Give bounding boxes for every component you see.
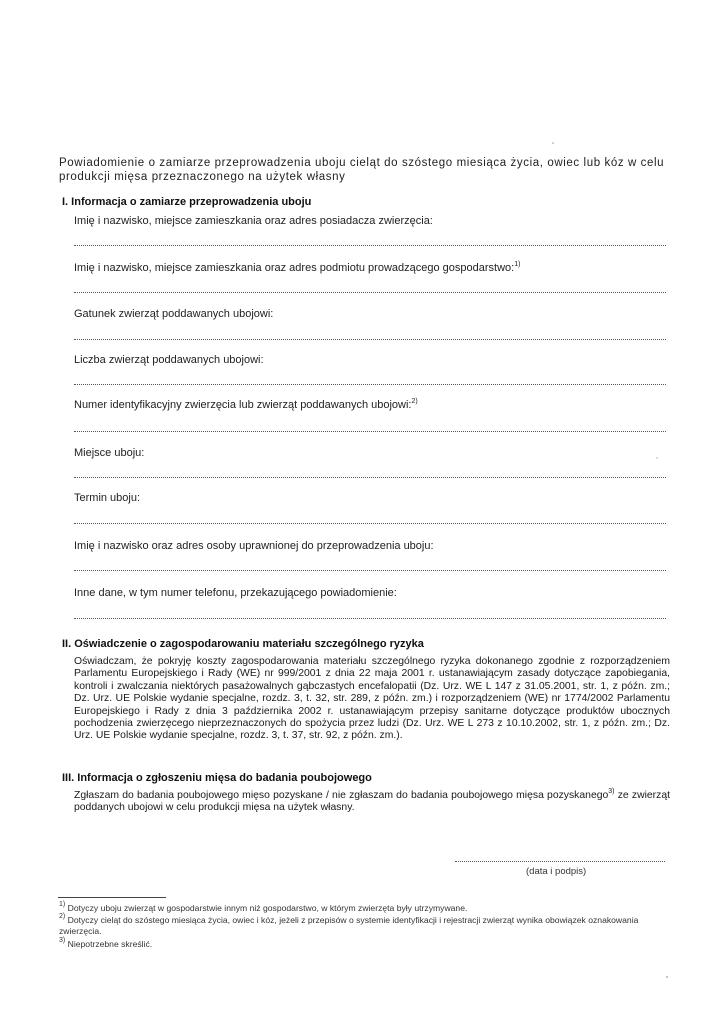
field-label-date (74, 492, 140, 504)
entry-line-other-data[interactable] (74, 618, 666, 619)
entry-line-farm-operator[interactable] (74, 292, 666, 293)
entry-line-owner[interactable] (74, 245, 666, 246)
section-2-heading: II. Oświadczenie o zagospodarowaniu materiału szczególnego ryzyka (62, 638, 424, 650)
field-label-text: Imię i nazwisko oraz adres osoby uprawnionej do przeprowadzenia uboju: (74, 540, 434, 552)
entry-line-id-number[interactable] (74, 431, 666, 432)
footnote-divider (58, 897, 166, 898)
entry-line-species[interactable] (74, 339, 666, 340)
field-label-text: Liczba zwierząt poddawanych ubojowi: (74, 354, 264, 366)
entry-line-slaughterer[interactable] (74, 570, 666, 571)
field-label-text: Gatunek zwierząt poddawanych ubojowi: (74, 308, 274, 320)
footnote-ref: 3) (608, 788, 615, 795)
section-3-statement (74, 790, 670, 815)
footnote-ref: 2) (411, 398, 418, 405)
field-label-text: Imię i nazwisko, miejsce zamieszkania oraz adres podmiotu prowadzącego gospodarstwo: (74, 262, 515, 274)
footnote-mark: 1) (59, 901, 66, 908)
field-label-species (74, 308, 273, 320)
field-label-farm-operator (74, 262, 520, 274)
section-2-statement: Oświadczam, że pokryję koszty zagospodarowania materiału szczególnego ryzyka dokonanego zgodnie z rozporządzeniem Parlamentu Europejskiego i Rady (WE) nr 999/2001 z dnia 22 maja 2001 r. ustanawiającym zasady dotyczące zapobiegania, kontroli i zwalczania niektórych pasażowalnych gąbczastych encefalopatii (Dz. Urz. WE L 147 z 31.05.2001, str. 1, z późn. zm.; Dz. Urz. UE Polskie wydanie specjalne, rozdz. 3, t. 32, str. 289, z późn. zm.) i rozporządzeniem (WE) nr 1774/2002 Parlamentu Europejskiego i Rady z dnia 3 października 2002 r. ustanawiającym przepisy sanitarne dotyczące produktów ubocznych pochodzenia zwierzęcego nieprzeznaczonych do spożycia przez ludzi (Dz. Urz. WE L 273 z 10.10.2002, str. 1, z późn. zm.; Dz. Urz. UE Polskie wydanie specjalne, rozdz. 3, t. 37, str. 92, z późn. zm.). (74, 656, 670, 742)
field-label-text: Imię i nazwisko, miejsce zamieszkania oraz adres posiadacza zwierzęcia: (74, 215, 433, 227)
footnote-1 (59, 903, 669, 914)
footnote-mark: 3) (59, 937, 66, 944)
signature-line[interactable] (455, 861, 665, 862)
entry-line-count[interactable] (74, 384, 666, 385)
entry-line-date[interactable] (74, 523, 666, 524)
field-label-text: Termin uboju: (74, 492, 141, 504)
field-label-id-number (74, 399, 418, 411)
field-label-place (74, 447, 144, 459)
section-3-text: ze zwierząt poddanych ubojowi w celu produkcji mięsa na użytek własny. (74, 790, 670, 814)
footnote-3 (59, 939, 669, 950)
footnote-text: Dotyczy uboju zwierząt w gospodarstwie innym niż gospodarstwo, w którym zwierzęta były utrzymywane. (67, 903, 468, 913)
footnote-mark: 2) (59, 913, 66, 920)
field-label-owner (74, 215, 433, 227)
field-label-text: Miejsce uboju: (74, 447, 145, 459)
entry-line-place[interactable] (74, 477, 666, 478)
section-1-heading: I. Informacja o zamiarze przeprowadzenia uboju (62, 196, 312, 208)
signature-caption: (data i podpis) (526, 866, 587, 877)
footnote-ref: 1) (514, 261, 521, 268)
footnote-text: Dotyczy cieląt do szóstego miesiąca życia, owiec i kóz, jeżeli z przepisów o systemie identyfikacji i rejestracji zwierząt wynika obowiązek oznakowania zwierzęcia. (59, 915, 639, 936)
field-label-text: Inne dane, w tym numer telefonu, przekazującego powiadomienie: (74, 587, 397, 599)
field-label-slaughterer (74, 540, 434, 552)
section-3-text: Zgłaszam do badania poubojowego mięso pozyskane / nie zgłaszam do badania poubojowego mięsa pozyskanego (74, 790, 609, 801)
footnote-text: Niepotrzebne skreślić. (67, 939, 153, 949)
document-title: Powiadomienie o zamiarze przeprowadzenia uboju cieląt do szóstego miesiąca życia, owiec lub kóz w celu produkcji mięsa przeznaczonego na użytek własny (59, 157, 665, 183)
section-3-heading: III. Informacja o zgłoszeniu mięsa do badania poubojowego (62, 772, 372, 784)
field-label-text: Numer identyfikacyjny zwierzęcia lub zwierząt poddawanych ubojowi: (74, 399, 412, 411)
field-label-other-data (74, 587, 397, 599)
footnote-2 (59, 915, 669, 936)
field-label-count (74, 354, 264, 366)
